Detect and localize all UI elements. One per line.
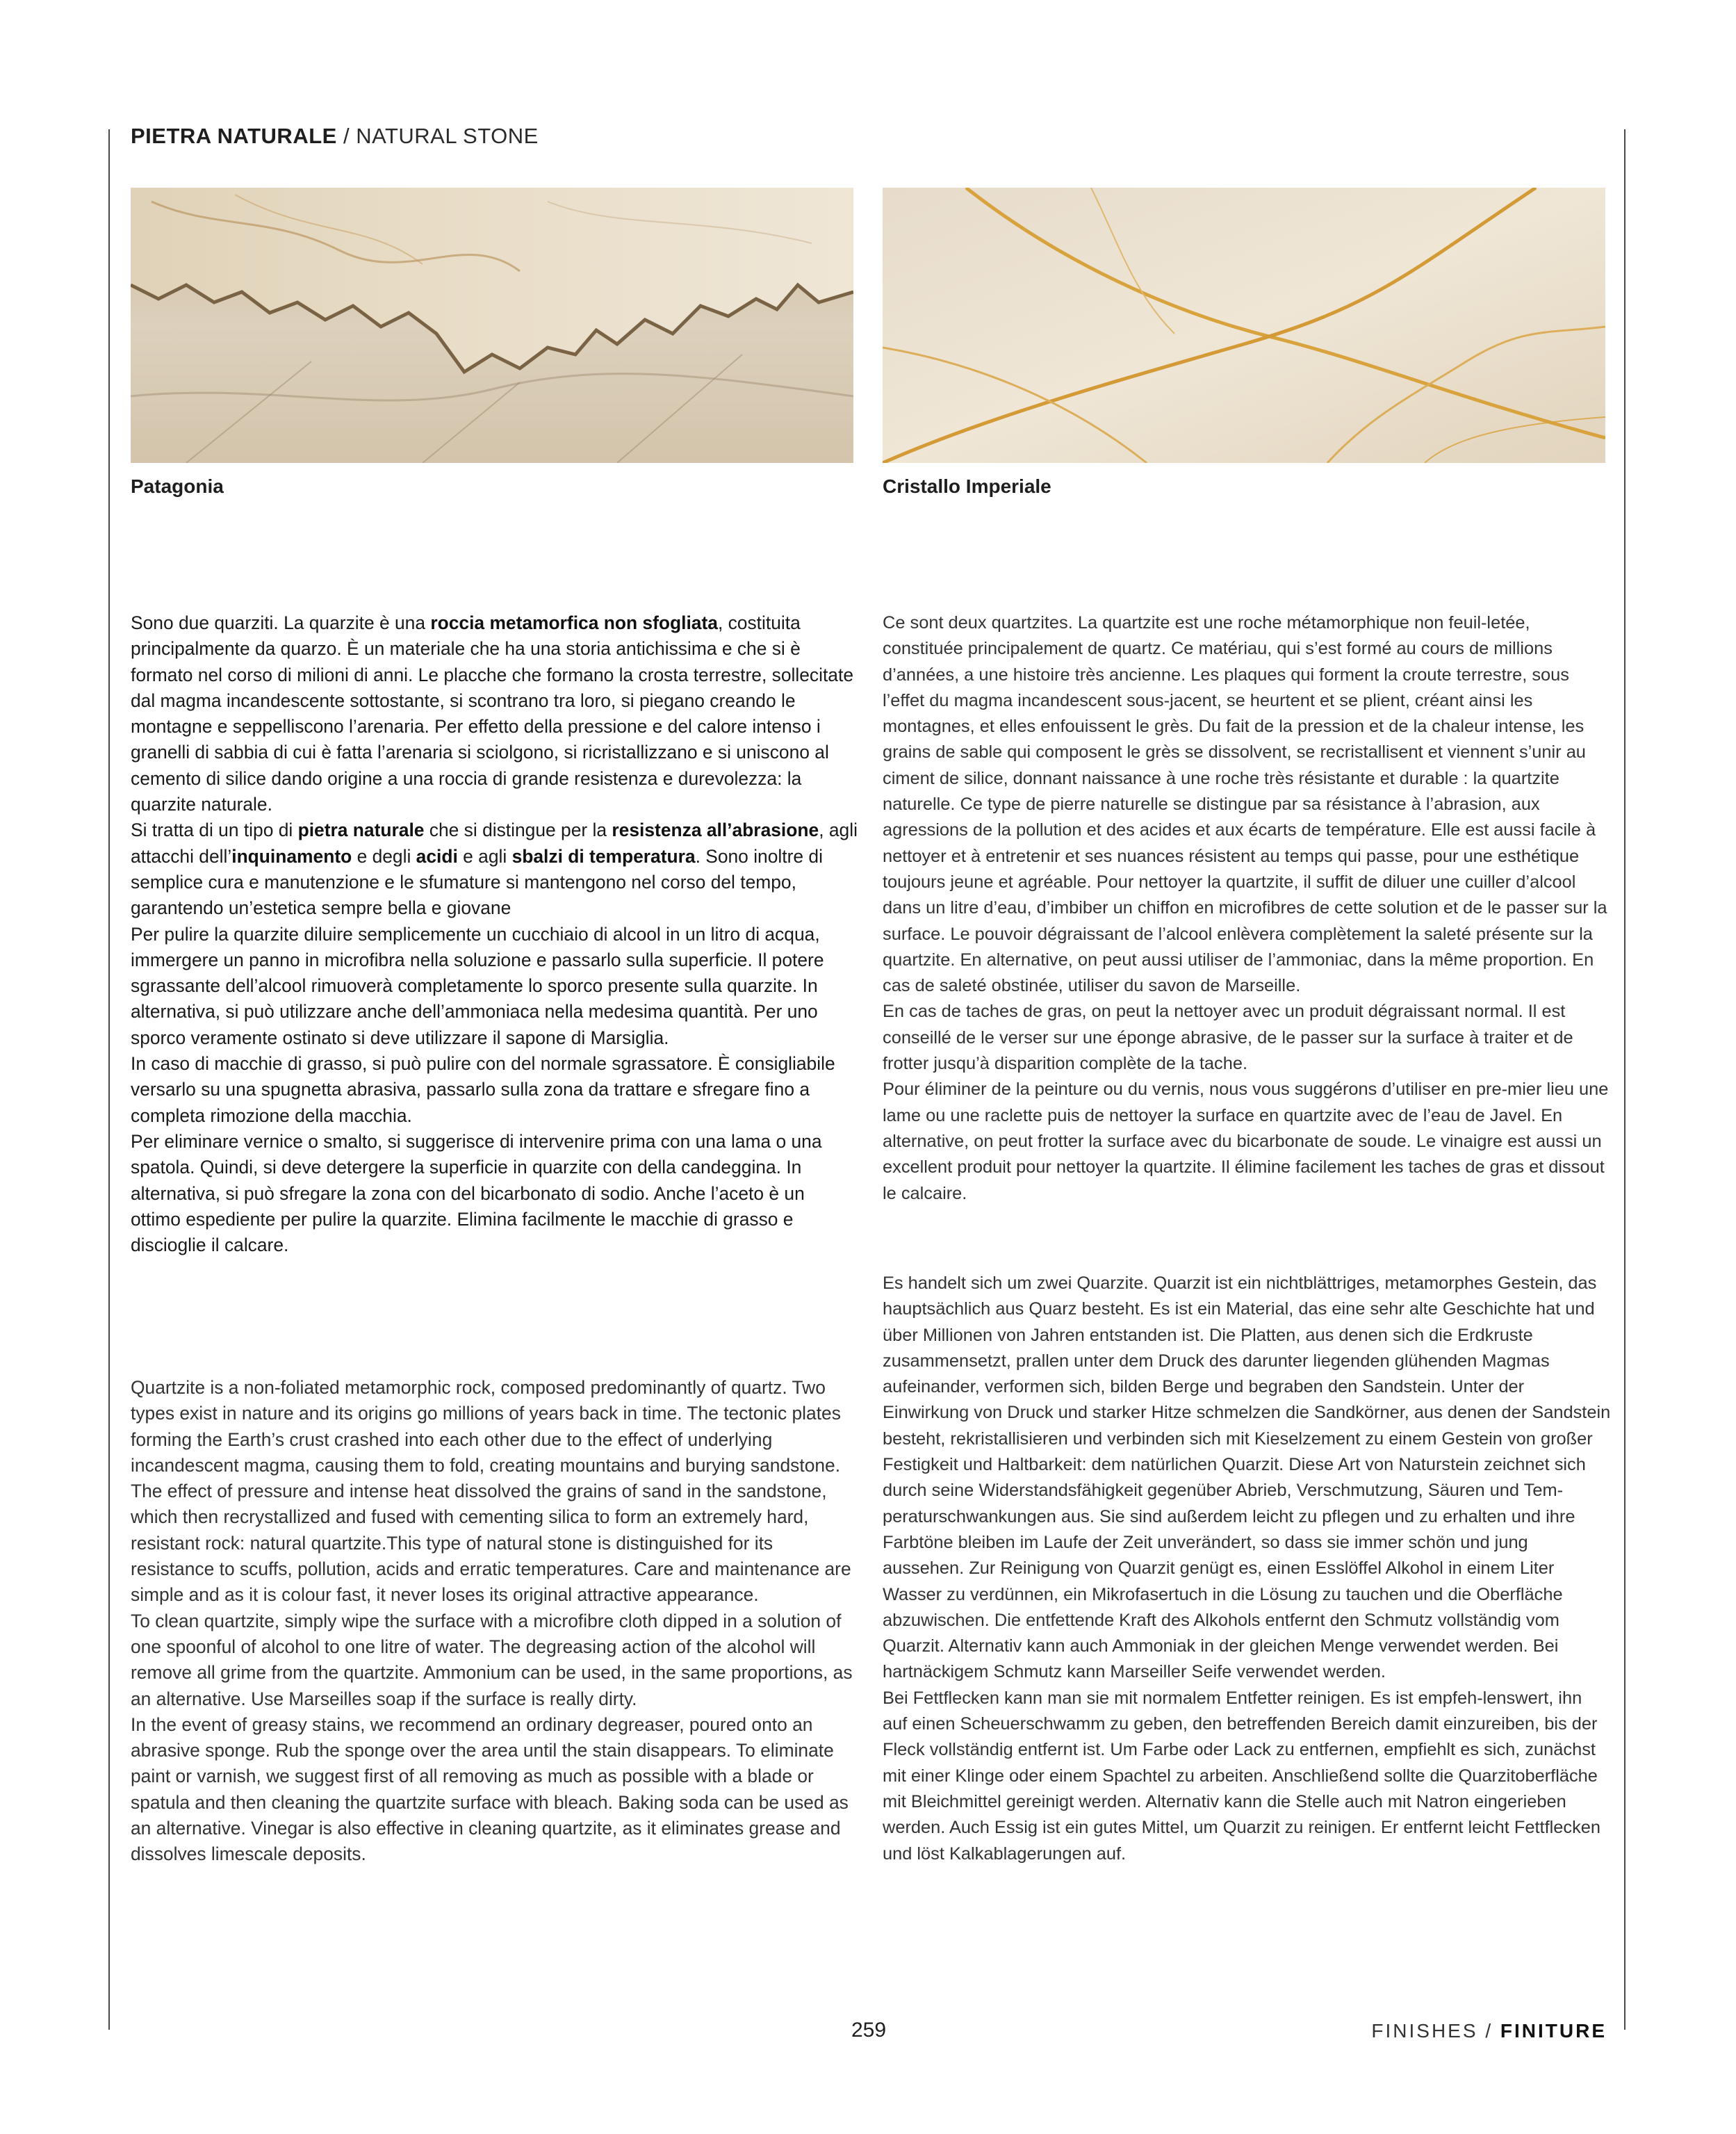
header-separator: / <box>343 124 350 148</box>
italian-paragraph <box>131 610 859 817</box>
header-title-en: NATURAL STONE <box>356 124 539 148</box>
bold-term: sbalzi di temperatura <box>511 845 696 867</box>
right-margin-rule <box>1624 129 1626 2030</box>
bold-term: pietra naturale <box>297 820 425 841</box>
text-run: e agli <box>457 845 512 867</box>
english-paragraph: In the event of greasy stains, we recommend an ordinary degreaser, poured onto an abrasive sponge. Rub the sponge over the area until the stain disappears. To eliminate paint or varnish, we suggest first of all removing as much as possible with a blade or spatula and then cleaning the quartzite surface with bleach. Baking soda can be used as an alternative. Vinegar is also effective in cleaning quartzite, as it eliminates grease and dissolves limescale deposits. <box>131 1713 849 1865</box>
bold-term: acidi <box>416 845 458 867</box>
german-paragraph: Es handelt sich um zwei Quarzite. Quarzit ist ein nichtblättriges, metamorphes Gestein, das hauptsächlich aus Quarz besteht. Es ist ein Material, das eine sehr alte Geschichte hat und über Millionen von Jahren entstanden ist. Die Platten, aus denen sich die Erdkruste zusammensetzt, prallen unter dem Druck des darunter liegenden glühenden Magmas aufeinander, verformen sich, bilden Berge und begraben den Sandstein. Unter der Einwirkung von Druck und starker Hitze schmelzen die Sandkörner, aus denen der Sandstein besteht, rekristallisieren und verbinden sich mit Kieselzement zu einem Gestein von großer Festigkeit und Haltbarkeit: dem natürlichen Quarzit. Diese Art von Naturstein zeichnet sich durch seine Widerstandsfähigkeit gegenüber Abrieb, Verschmutzung, Säuren und Tem-peraturschwankungen aus. Sie sind außerdem leicht zu pflegen und zu erhalten und ihre Farbtöne bleiben im Laufe der Zeit unverändert, so dass sie immer schön und jung aussehen. Zur Reinigung von Quarzit genügt es, einen Esslöffel Alkohol in einem Liter Wasser zu verdünnen, ein Mikrofasertuch in die Lösung zu tauchen und die Oberfläche abzuwischen. Die entfettende Kraft des Alkohols entfernt den Schmutz vollständig vom Quarzit. Alternativ kann auch Ammoniak in der gleichen Menge verwendet werden. Bei hartnäckigem Schmutz kann Marseiller Seife verwendet werden. <box>883 1273 1611 1682</box>
footer-label-it: FINITURE <box>1500 2020 1607 2042</box>
french-paragraph: Ce sont deux quartzites. La quartzite est une roche métamorphique non feuil-letée, constituée principalement de quartz. Ce matériau, qui s’est formé au cours de millions d’années, a une histoire très ancienne. Les plaques qui forment la croute terrestre, sous l’effet du magma incandescent sous-jacent, se heurtent et se plient, créant ainsi les montagnes, et elles enfouissent le grès. Du fait de la pression et de la chaleur intense, les grains de sable qui composent le grès se dissolvent, se recristallisent et viennent s’unir au ciment de silice, donnant naissance à une roche très résistante et durable : la quartzite naturelle. Ce type de pierre naturelle se distingue par sa résistance à l’abrasion, aux agressions de la pollution et des acides et aux écarts de température. Elle est aussi facile à nettoyer et à entretenir et ses nuances résistent au temps qui passe, pour une esthétique toujours jeune et agréable. Pour nettoyer la quartzite, il suffit de diluer une cuiller d’alcool dans un litre d’eau, d’imbiber un chiffon en microfibres de cette solution et de le passer sur la surface. Le pouvoir dégraissant de l’alcool enlèvera complètement la saleté présente sur la quartzite. En alternative, on peut aussi utiliser de l’ammoniac, dans la même proportion. En cas de saleté obstinée, utiliser du savon de Marseille. <box>883 613 1607 996</box>
header-title-it: PIETRA NATURALE <box>131 124 337 148</box>
french-paragraph: Pour éliminer de la peinture ou du vernis, nous vous suggérons d’utiliser en pre-mier lieu une lame ou une raclette puis de nettoyer la surface en quartzite avec de l’eau de Javel. En alternative, on peut frotter la surface avec du bicarbonate de soude. Le vinaigre est aussi un excellent produit pour nettoyer la quartzite. Il élimine facilement les taches de gras et dissout le calcaire. <box>883 1080 1609 1203</box>
text-run: Per eliminare vernice o smalto, si suggerisce di intervenire prima con una lama o una spatola. Quindi, si deve detergere la superficie in quarzite con della candeggina. In alternativa, si può sfregare la zona con del bicarbonato di sodio. Anche l’aceto è un ottimo espediente per pulire la quarzite. Elimina facilmente le macchie di grasso e discioglie il calcare. <box>131 1130 822 1256</box>
german-text-block <box>883 1271 1611 1867</box>
german-paragraph: Bei Fettflecken kann man sie mit normalem Entfetter reinigen. Es ist empfeh-lenswert, ihn auf einen Scheuerschwamm zu geben, den betreffenden Bereich damit einzureiben, bis der Fleck vollständig entfernt ist. Um Farbe oder Lack zu entfernen, empfiehlt es sich, zunächst mit einer Klinge oder einem Spachtel zu arbeiten. Anschließend sollte die Quarzitoberfläche mit Bleichmittel gereinigt werden. Alternativ kann die Stelle auch mit Natron eingerieben werden. Auch Essig ist ein gutes Mittel, um Quarzit zu reinigen. Er entfernt leicht Fettflecken und löst Kalkablagerungen auf. <box>883 1688 1601 1864</box>
bold-term: inquinamento <box>231 845 352 867</box>
text-run: Sono due quarziti. La quarzite è una <box>131 612 431 633</box>
page-number: 259 <box>851 2019 887 2042</box>
footer-section-label <box>1371 2020 1607 2042</box>
text-run: , agli attacchi dell’ <box>131 820 858 867</box>
italian-text-block <box>131 610 859 1258</box>
italian-paragraph <box>131 817 859 921</box>
text-run: . Sono inoltre di semplice cura e manutenzione e le sfumature si mantengono nel corso del tempo, garantendo un’estetica sempre bella e giovane <box>131 845 823 919</box>
italian-paragraph <box>131 922 859 1051</box>
french-text-block <box>883 610 1611 1207</box>
text-run: Per pulire la quarzite diluire semplicemente un cucchiaio di alcool in un litro di acqua, immergere un panno in microfibra nella soluzione e passarlo sulla superficie. Il potere sgrassante dell’alcool rimuoverà completamente lo sporco presente sulla quarzite. In alternativa, si può utilizzare anche dell’ammoniaca nella medesima quantità. Per uno sporco veramente ostinato si deve utilizzare il sapone di Marsiglia. <box>131 923 824 1048</box>
text-run: Si tratta di un tipo di <box>131 820 298 841</box>
bold-term: roccia metamorfica non sfogliata <box>430 612 718 633</box>
text-run: , costituita principalmente da quarzo. È un materiale che ha una storia antichissima e che si è formato nel corso di milioni di anni. Le placche che formano la crosta terrestre, sollecitate dal magma incandescente sottostante, si scontrano tra loro, si piegano creando le montagne e seppelliscono l’arenaria. Per effetto della pressione e del calore intenso i granelli di sabbia di cui è fatta l’arenaria si sciolgono, si ricristallizzano e si uniscono al cemento di silice dando origine a una roccia di grande resistenza e durevolezza: la quarzite naturale. <box>131 612 853 815</box>
english-text-block <box>131 1375 859 1868</box>
french-paragraph: En cas de taches de gras, on peut la nettoyer avec un produit dégraissant normal. Il est conseillé de le verser sur une éponge abrasive, de le passer sur la surface à traiter et de frotter jusqu’à disparition complète de la tache. <box>883 1002 1573 1074</box>
footer-separator: / <box>1485 2020 1493 2042</box>
bold-term: resistenza all’abrasione <box>612 820 819 841</box>
patagonia-caption: Patagonia <box>131 475 224 497</box>
text-run: che si distingue per la <box>424 820 612 841</box>
footer-label-en: FINISHES <box>1371 2020 1478 2042</box>
left-margin-rule <box>108 129 110 2030</box>
english-paragraph: Quartzite is a non-foliated metamorphic rock, composed predominantly of quartz. Two types exist in nature and its origins go millions of years back in time. The tectonic plates forming the Earth’s crust crashed into each other due to the effect of underlying incandescent magma, causing them to fold, creating mountains and burying sandstone. The effect of pressure and intense heat dissolved the grains of sand in the sandstone, which then recrystallized and fused with cementing silica to form an extremely hard, resistant rock: natural quartzite.This type of natural stone is distinguished for its resistance to scuffs, pollution, acids and erratic temperatures. Care and maintenance are simple and as it is colour fast, it never loses its original attractive appearance. <box>131 1377 851 1606</box>
text-run: In caso di macchie di grasso, si può pulire con del normale sgrassatore. È consigliabile versarlo su una spugnetta abrasiva, passarlo sulla zona da trattare e sfregare fino a completa rimozione della macchia. <box>131 1053 835 1126</box>
italian-paragraph <box>131 1051 859 1129</box>
text-run: e degli <box>352 845 416 867</box>
section-header <box>131 124 539 149</box>
english-paragraph: To clean quartzite, simply wipe the surface with a microfibre cloth dipped in a solution of one spoonful of alcohol to one litre of water. The degreasing action of the alcohol will remove all grime from the quartzite. Ammonium can be used, in the same proportions, as an alternative. Use Marseilles soap if the surface is really dirty. <box>131 1610 853 1709</box>
italian-paragraph <box>131 1129 859 1258</box>
cristallo-imperiale-caption: Cristallo Imperiale <box>883 475 1051 497</box>
patagonia-stone-image <box>131 188 853 463</box>
cristallo-imperiale-stone-image <box>883 188 1605 463</box>
